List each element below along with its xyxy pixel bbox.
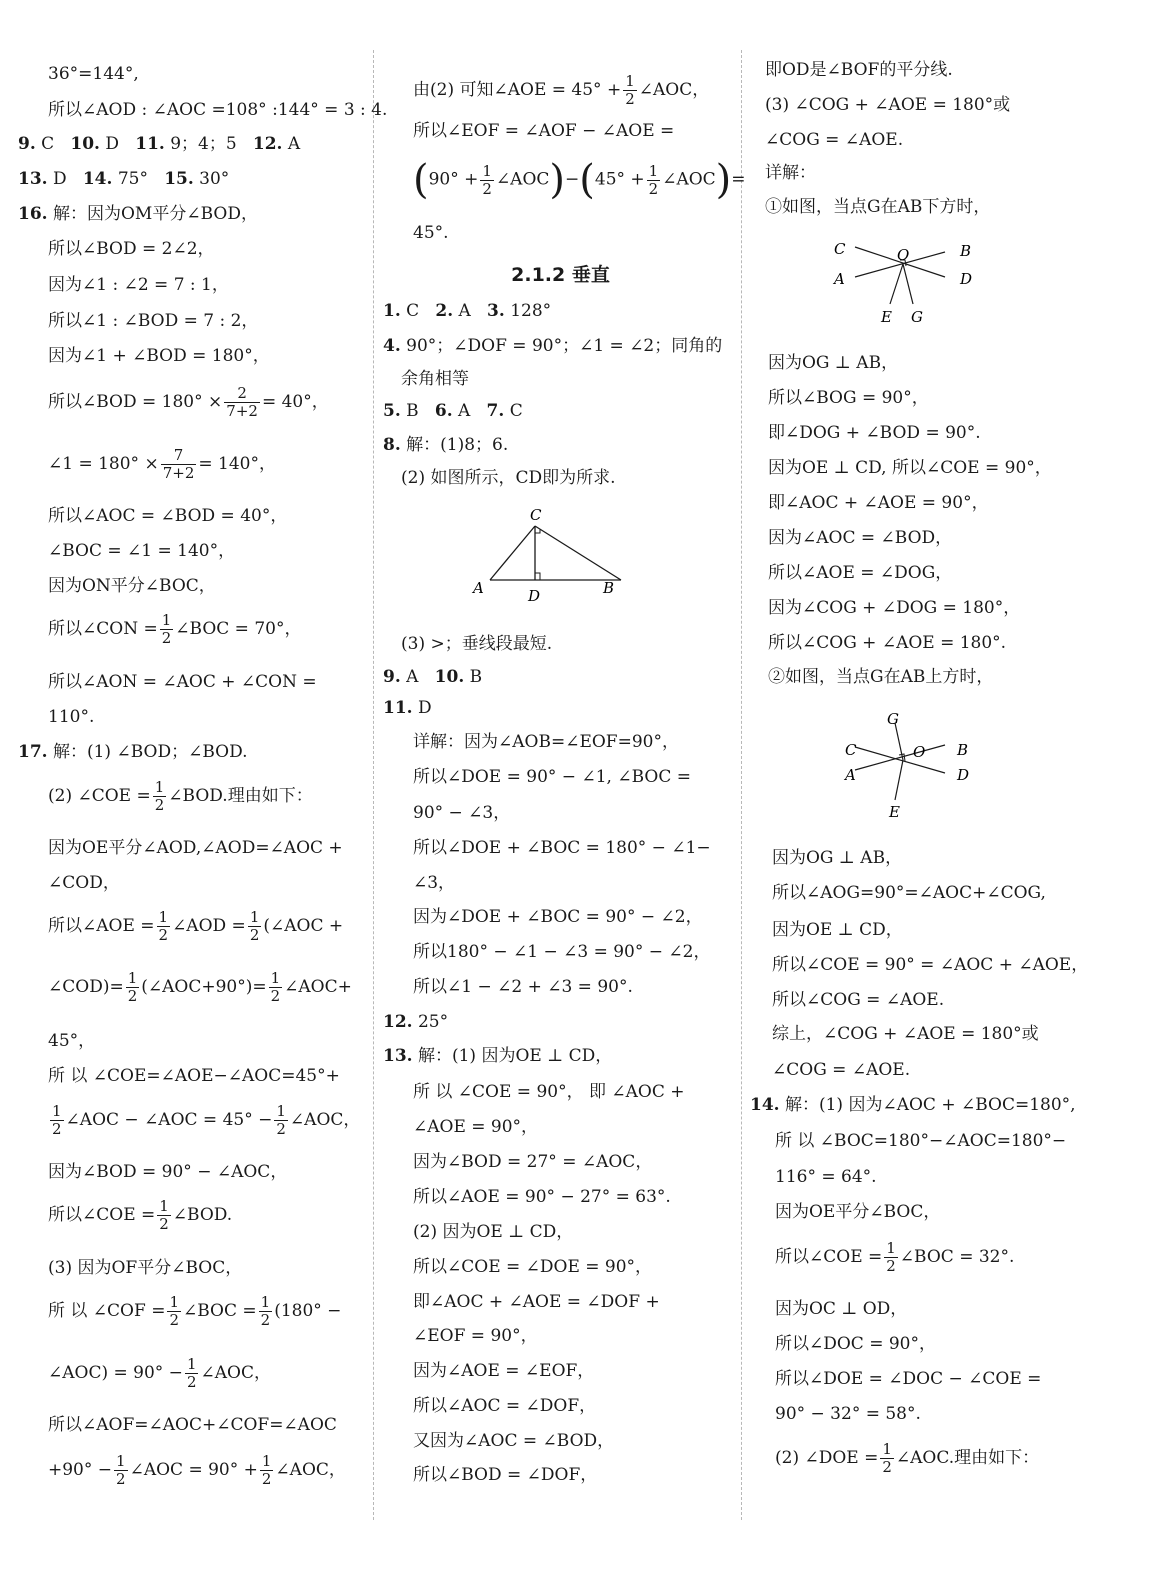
text: 90° + [428, 169, 479, 190]
text-line: 因为OE平分∠BOC， [775, 1202, 941, 1222]
text-line: 所以∠1 − ∠2 + ∠3 = 90°. [413, 977, 633, 997]
text-line: 因为OG ⊥ AB， [768, 353, 899, 373]
point-label-a: A [845, 766, 856, 784]
text-line: 所以∠AOE = ∠DOG， [768, 563, 953, 583]
text-line: 详解： [765, 163, 816, 183]
paren: ) [715, 157, 732, 203]
numerator: 1 [886, 1239, 896, 1257]
text: (∠AOC+90°)= [141, 977, 267, 997]
answer-row [18, 133, 300, 155]
point-label-c: C [845, 741, 857, 759]
text-line: ②如图，当点G在AB上方时， [768, 667, 994, 687]
numerator: 7 [161, 447, 197, 465]
fraction [884, 1240, 898, 1275]
text-line: 所以∠DOE = ∠DOC − ∠COE = [775, 1369, 1042, 1389]
text-line: 因为∠BOD = 27° = ∠AOC， [413, 1152, 653, 1172]
text-line: 因为∠COG + ∠DOG = 180°， [768, 598, 1021, 618]
text-line: 即OD是∠BOF的平分线. [765, 60, 953, 80]
text-line: 详解：因为∠AOB=∠EOF=90°， [413, 732, 679, 752]
text-line: ∠3， [413, 873, 456, 893]
text: (2) ∠COE = [48, 786, 151, 806]
point-label-g: G [887, 710, 899, 728]
text: ∠BOC = 70°， [175, 619, 302, 639]
answer: D [417, 698, 432, 718]
denominator: 7+2 [162, 464, 195, 482]
question-number: 13. [383, 1046, 413, 1066]
denominator: 2 [52, 1120, 62, 1138]
text-line: 因为OE平分∠AOD,∠AOD=∠AOC + [48, 838, 343, 858]
text: ∠AOC， [289, 1110, 361, 1130]
numerator: 1 [186, 1355, 197, 1373]
text-line: 所 以 ∠BOC=180°−∠AOC=180°− [775, 1131, 1067, 1151]
point-label-a: A [834, 270, 845, 288]
answer: C [509, 401, 523, 421]
question-number: 13. [18, 169, 48, 189]
fraction [126, 970, 140, 1005]
question-number: 17. [18, 742, 48, 762]
text-line [18, 203, 258, 225]
answer: 128° [510, 301, 552, 321]
denominator: 2 [161, 629, 172, 647]
answer: 75° [117, 169, 148, 189]
text: 45° + [594, 169, 645, 190]
answer: B [469, 667, 483, 687]
question-number: 9. [18, 134, 36, 154]
text: ∠AOC， [638, 80, 710, 100]
text-line [18, 1103, 360, 1138]
text: ∠AOC， [200, 1363, 271, 1383]
fraction [114, 1453, 128, 1488]
paren: ( [413, 157, 429, 203]
text-line: 所以∠DOE + ∠BOC = 180° − ∠1− [413, 838, 711, 858]
denominator: 2 [116, 1470, 126, 1488]
text-line: ∠BOC = ∠1 = 140°， [48, 541, 236, 561]
answer: A [406, 667, 419, 687]
text: 解：(1) 因为OE ⊥ CD， [417, 1046, 613, 1066]
answer: 9；4；5 [170, 134, 237, 154]
text-line [383, 335, 722, 357]
text-line [750, 1441, 1039, 1476]
text-line: 所 以 ∠COE = 90°， 即 ∠AOC + [413, 1082, 685, 1102]
fraction [153, 779, 167, 814]
denominator: 2 [154, 796, 165, 814]
fraction [647, 163, 661, 198]
text: 所以∠BOD = 180° × [48, 392, 223, 412]
text: 解：(1) 因为∠AOC + ∠BOC=180°, [784, 1095, 1076, 1115]
text-line: 所以∠EOF = ∠AOF − ∠AOE = [413, 121, 675, 141]
text-line: 所以∠COE = ∠DOE = 90°， [413, 1257, 653, 1277]
text-line: 因为∠AOE = ∠EOF， [413, 1361, 595, 1381]
text-line: 因为∠DOE + ∠BOC = 90° − ∠2， [413, 907, 703, 927]
lines-figure-g-above [825, 705, 985, 825]
denominator: 2 [886, 1257, 896, 1275]
point-label-b: B [957, 741, 969, 759]
text-line [383, 434, 508, 456]
fraction [185, 1356, 199, 1391]
text: ∠AOC) = 90° − [48, 1363, 183, 1383]
fraction [880, 1441, 894, 1476]
denominator: 2 [482, 179, 492, 198]
denominator: 2 [625, 90, 635, 108]
text-line: 所以∠COG = ∠AOE. [772, 990, 945, 1010]
text: (2) ∠DOE = [775, 1448, 879, 1468]
text-line: 因为OE ⊥ CD， [772, 920, 903, 940]
text-line: ∠COG = ∠AOE. [765, 130, 904, 150]
text: ∠AOC = 90° + [129, 1460, 258, 1480]
text: 所以∠CON = [48, 619, 158, 639]
text-line: 所以∠AOE = 90° − 27° = 63°. [413, 1187, 671, 1207]
ray-oe [895, 760, 903, 800]
answer: C [41, 134, 55, 154]
point-label-d: D [960, 270, 973, 288]
text-line: 所 以 ∠COE=∠AOE−∠AOC=45°+ [48, 1066, 340, 1086]
text-line: 所以∠DOC = 90°， [775, 1334, 937, 1354]
answer-row [18, 168, 229, 190]
text-line: 110°. [48, 707, 95, 727]
text-line: 所以∠AOC = ∠DOF， [413, 1396, 597, 1416]
text-line [18, 909, 343, 944]
question-number: 11. [135, 134, 165, 154]
text: ∠AOC − ∠AOC = 45° − [65, 1110, 273, 1130]
fraction [161, 447, 197, 482]
segment-ac [490, 526, 535, 580]
denominator: 2 [260, 1311, 271, 1329]
text-line: ∠EOF = 90°， [413, 1326, 538, 1346]
text: = 40°， [261, 392, 329, 412]
text: ∠1 = 180° × [48, 454, 159, 474]
numerator: 1 [648, 161, 659, 180]
fraction [248, 909, 262, 944]
question-number: 8. [383, 435, 401, 455]
text: 所以∠AOE = [48, 916, 155, 936]
question-number: 12. [252, 134, 283, 154]
answer: D [105, 134, 120, 154]
text-line: 即∠AOC + ∠AOE = ∠DOF + [413, 1292, 660, 1312]
answer: 30° [199, 169, 230, 189]
numerator: 1 [260, 1293, 271, 1311]
question-number: 9. [383, 667, 401, 687]
text-line: 因为ON平分∠BOC， [48, 576, 216, 596]
lines-figure-g-below [825, 232, 985, 332]
answer: A [287, 134, 301, 154]
segment-cb [535, 526, 621, 580]
question-number: 14. [750, 1095, 780, 1115]
text: − [565, 169, 580, 190]
text-line [18, 612, 301, 647]
text: ∠BOD.理由如下： [168, 786, 313, 806]
text: ∠COD)= [48, 977, 124, 997]
text: 解：(1) ∠BOD；∠BOD. [52, 742, 248, 762]
text: ∠AOC.理由如下： [895, 1448, 1040, 1468]
text-line: 所以∠BOD = ∠DOF， [413, 1465, 598, 1485]
question-number: 4. [383, 336, 401, 356]
fraction [50, 1103, 64, 1138]
text-line: ∠COG = ∠AOE. [772, 1060, 911, 1080]
text-line: 90° − ∠3， [413, 803, 511, 823]
text-line: 因为∠1 + ∠BOD = 180°， [48, 346, 270, 366]
text-line: 又因为∠AOC = ∠BOD， [413, 1431, 615, 1451]
text-line: 即∠AOC + ∠AOE = 90°， [768, 493, 989, 513]
numerator: 2 [224, 385, 260, 403]
text-line [18, 1453, 346, 1488]
question-number: 14. [82, 169, 113, 189]
text: +90° − [48, 1460, 113, 1480]
text-line [383, 1045, 612, 1067]
point-label-b: B [603, 579, 615, 597]
text-line [750, 1094, 1076, 1116]
text-line: 所以∠BOG = 90°， [768, 388, 929, 408]
question-number: 11. [383, 698, 413, 718]
text-line: 所以∠AOG=90°=∠AOC+∠COG, [772, 883, 1046, 903]
numerator: 1 [249, 908, 260, 926]
denominator: 2 [648, 179, 659, 198]
fraction [259, 1294, 273, 1329]
text: ∠AOC+ [284, 977, 352, 997]
denominator: 2 [169, 1311, 179, 1329]
ray-og [903, 264, 913, 304]
text: ∠BOC = [183, 1301, 257, 1321]
text: (180° − [274, 1301, 342, 1321]
numerator: 1 [161, 611, 172, 629]
numerator: 1 [882, 1440, 892, 1458]
text-line: (3) 因为OF平分∠BOC， [48, 1258, 243, 1278]
text-line [750, 1240, 1014, 1275]
denominator: 2 [270, 987, 281, 1005]
numerator: 1 [169, 1293, 179, 1311]
text-line: 因为OC ⊥ OD， [775, 1299, 908, 1319]
question-number: 1. [383, 301, 401, 321]
text-line: 所以∠1 : ∠BOD = 7 : 2， [48, 311, 259, 331]
column-divider [373, 50, 374, 1520]
denominator: 2 [127, 987, 138, 1005]
text: 所 以 ∠COF = [48, 1301, 166, 1321]
text: ∠AOC [662, 169, 716, 190]
point-label-o: O [913, 743, 926, 761]
text-line [18, 447, 276, 482]
numerator: 1 [158, 908, 169, 926]
text-line: 所以∠AOD : ∠AOC =108° :144° = 3 : 4. [48, 100, 388, 120]
fraction [480, 163, 494, 198]
question-number: 16. [18, 204, 48, 224]
text-line: ∠COD， [48, 873, 120, 893]
denominator: 2 [249, 926, 260, 944]
point-label-c: C [530, 506, 542, 524]
text-line: (2) 如图所示，CD即为所求. [401, 468, 616, 488]
point-label-c: C [834, 240, 846, 258]
text-line: (3) ∠COG + ∠AOE = 180°或 [765, 95, 1011, 115]
numerator: 1 [127, 969, 138, 987]
right-angle-mark [535, 529, 540, 533]
text-line [383, 157, 746, 203]
answer: D [52, 169, 67, 189]
denominator: 2 [158, 926, 169, 944]
text: ∠AOC， [275, 1460, 346, 1480]
question-number: 6. [434, 401, 453, 421]
fraction [269, 970, 283, 1005]
answer: B [406, 401, 419, 421]
text-line [18, 1198, 232, 1233]
question-number: 3. [487, 301, 505, 321]
text-line: 所以∠COG + ∠AOE = 180°. [768, 633, 1007, 653]
text: = 140°， [198, 454, 276, 474]
text-line: 所以∠COE = 90° = ∠AOC + ∠AOE， [772, 955, 1089, 975]
triangle-figure [468, 505, 628, 605]
text-line: 综上，∠COG + ∠AOE = 180°或 [772, 1024, 1039, 1044]
text-line: ∠AOE = 90°， [413, 1117, 539, 1137]
text-line: 即∠DOG + ∠BOD = 90°. [768, 423, 981, 443]
text-line: 所以180° − ∠1 − ∠3 = 90° − ∠2， [413, 942, 711, 962]
point-label-a: A [473, 579, 484, 597]
text-line [18, 1294, 341, 1329]
numerator: 1 [261, 1452, 272, 1470]
answer-row [383, 1011, 448, 1033]
fraction [160, 612, 174, 647]
text: 所以∠COE = [775, 1247, 883, 1267]
question-number: 12. [383, 1012, 413, 1032]
text: 解：(1)8；6. [406, 435, 509, 455]
numerator: 1 [116, 1452, 126, 1470]
text-line: 所以∠BOD = 2∠2， [48, 239, 215, 259]
point-label-d: D [957, 766, 970, 784]
text-line: 因为OG ⊥ AB， [772, 848, 903, 868]
point-label-g: G [911, 308, 923, 326]
text-line: 所以∠AON = ∠AOC + ∠CON = [48, 672, 317, 692]
text-line: 45°， [48, 1031, 96, 1051]
fraction [623, 73, 637, 108]
text: (∠AOC + [263, 916, 344, 936]
denominator: 2 [261, 1470, 272, 1488]
point-label-e: E [881, 308, 892, 326]
answer: 25° [417, 1012, 449, 1032]
text-line [18, 741, 248, 763]
paren: ( [579, 157, 595, 203]
section-heading: 2.1.2 垂直 [511, 264, 610, 286]
fraction [260, 1453, 274, 1488]
text: ∠BOC = 32°. [899, 1247, 1015, 1267]
ray-oe [890, 264, 903, 304]
text: 90°；∠DOF = 90°；∠1 = ∠2；同角的 [406, 336, 723, 356]
text: = [731, 169, 746, 190]
text-line: 所以∠DOE = 90° − ∠1, ∠BOC = [413, 767, 691, 787]
question-number: 10. [434, 667, 465, 687]
answer-row [383, 300, 551, 322]
numerator: 1 [52, 1102, 62, 1120]
denominator: 7+2 [226, 402, 258, 420]
text: ∠AOD = [172, 916, 246, 936]
text-line: 因为OE ⊥ CD, 所以∠COE = 90°， [768, 458, 1052, 478]
answer: A [458, 401, 471, 421]
text-line: 因为∠1 : ∠2 = 7 : 1， [48, 275, 229, 295]
answer: A [458, 301, 471, 321]
text-line: ①如图，当点G在AB下方时， [765, 197, 991, 217]
question-number: 10. [70, 134, 100, 154]
text: 由(2) 可知∠AOE = 45° + [413, 80, 622, 100]
right-angle-mark [535, 573, 540, 580]
text-line: 因为∠BOD = 90° − ∠AOC， [48, 1162, 288, 1182]
text-line: 45°. [413, 223, 449, 243]
text-line: (2) 因为OE ⊥ CD， [413, 1222, 574, 1242]
numerator: 1 [159, 1197, 169, 1215]
text-line: (3) >；垂线段最短. [401, 634, 553, 654]
text-line: 余角相等 [401, 369, 469, 389]
question-number: 5. [383, 401, 401, 421]
line-cd [855, 747, 945, 773]
denominator: 2 [882, 1458, 892, 1476]
text: ∠BOD. [172, 1205, 233, 1225]
denominator: 2 [276, 1120, 286, 1138]
point-label-d: D [528, 587, 541, 605]
denominator: 2 [186, 1373, 197, 1391]
paren: ) [549, 157, 566, 203]
numerator: 1 [154, 778, 165, 796]
fraction [167, 1294, 181, 1329]
text-line [18, 970, 352, 1005]
text-line [18, 385, 329, 420]
text: ∠AOC [495, 169, 550, 190]
text-line [18, 779, 313, 814]
text: 所以∠COE = [48, 1205, 156, 1225]
numerator: 1 [276, 1102, 286, 1120]
question-number: 7. [486, 401, 505, 421]
text-line: 因为∠AOC = ∠BOD， [768, 528, 953, 548]
text-line [18, 1356, 271, 1391]
answer-row [383, 666, 482, 688]
point-label-e: E [889, 803, 900, 821]
numerator: 1 [270, 969, 281, 987]
text: 解：因为OM平分∠BOD， [52, 204, 258, 224]
numerator: 1 [482, 161, 492, 180]
point-label-b: B [960, 242, 972, 260]
fraction [157, 1198, 171, 1233]
text-line: 36°=144°, [48, 64, 139, 84]
answer-row [383, 697, 432, 719]
text-line: 所以∠AOC = ∠BOD = 40°， [48, 506, 288, 526]
question-number: 15. [164, 169, 194, 189]
answer: C [406, 301, 420, 321]
text-line: 所以∠AOF=∠AOC+∠COF=∠AOC [48, 1415, 337, 1435]
numerator: 1 [625, 72, 635, 90]
text-line [383, 73, 709, 108]
text-line: 90° − 32° = 58°. [775, 1404, 921, 1424]
denominator: 2 [159, 1215, 169, 1233]
answer-row [383, 400, 523, 422]
fraction [274, 1103, 288, 1138]
fraction [157, 909, 171, 944]
point-label-o: O [897, 246, 910, 264]
question-number: 2. [435, 301, 454, 321]
text-line: 116° = 64°. [775, 1167, 877, 1187]
column-divider [741, 50, 742, 1520]
fraction [224, 385, 260, 420]
